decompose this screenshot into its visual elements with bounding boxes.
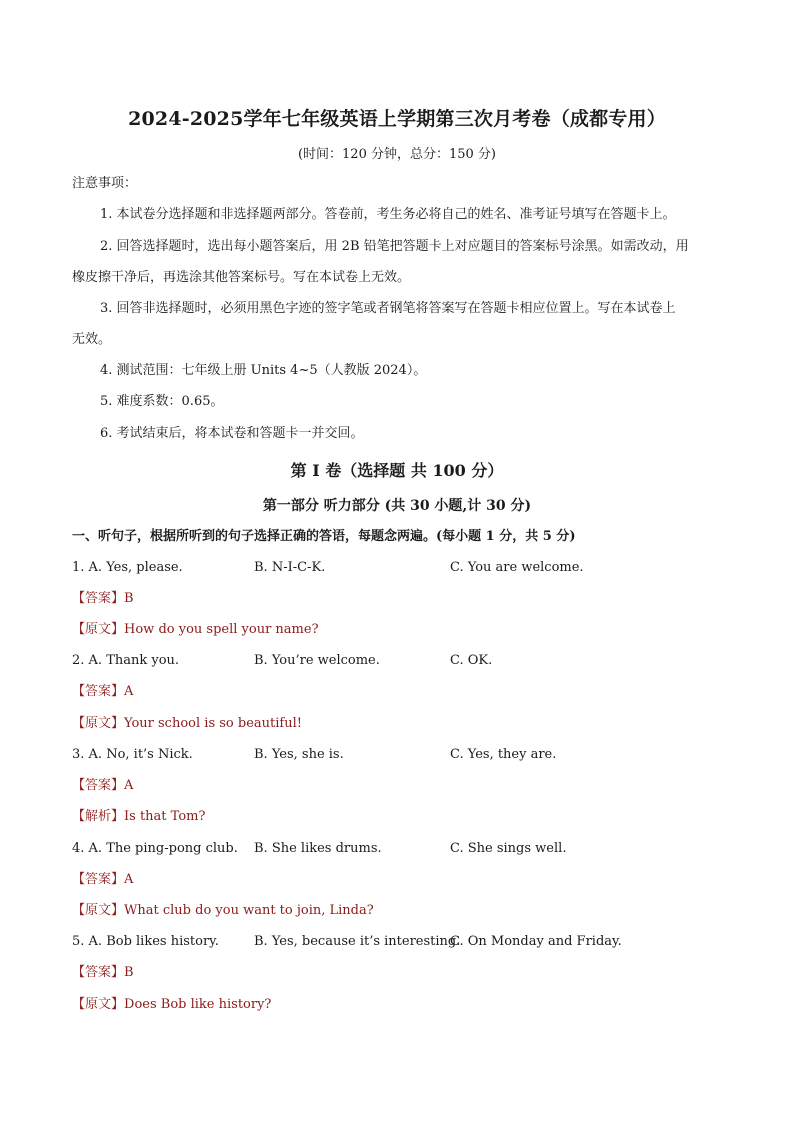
answer-tag: 【答案】 [72, 591, 125, 606]
source-tag: 【原文】 [72, 716, 125, 731]
section-title: 一、听句子，根据所听到的句子选择正确的答语，每题念两遍。(每小题 1 分，共 5 分) [72, 529, 576, 544]
exam-title: 2024-2025学年七年级英语上学期第三次月考卷（成都专用） [128, 108, 666, 130]
option-b: B. She likes drums. [254, 841, 382, 856]
answer-line [72, 963, 134, 983]
note-item: 1. 本试卷分选择题和非选择题两部分。答卷前，考生务必将自己的姓名、准考证号填写在答题卡上。 [100, 207, 676, 222]
exam-subtitle: (时间：120 分钟，总分：150 分) [297, 147, 497, 162]
note-item: 6. 考试结束后，将本试卷和答题卡一并交回。 [100, 426, 364, 441]
source-line [72, 995, 271, 1015]
answer-tag: 【答案】 [72, 684, 125, 699]
option-a: 5. A. Bob likes history. [72, 934, 219, 949]
source-tag: 【原文】 [72, 622, 125, 637]
answer-tag: 【答案】 [72, 872, 125, 887]
option-a: 1. A. Yes, please. [72, 560, 183, 575]
source-text: Does Bob like history? [124, 997, 272, 1012]
option-c: C. Yes, they are. [450, 747, 557, 762]
source-text: How do you spell your name? [124, 622, 319, 637]
volume-title: 第 I 卷（选择题 共 100 分） [290, 461, 504, 480]
option-a: 3. A. No, it’s Nick. [72, 747, 193, 762]
answer-line [72, 870, 133, 890]
note-item: 5. 难度系数：0.65。 [100, 394, 224, 409]
source-line [72, 714, 302, 734]
option-c: C. She sings well. [450, 841, 567, 856]
note-item: 无效。 [72, 332, 112, 347]
answer-value: B [124, 591, 134, 606]
option-c: C. You are welcome. [450, 560, 584, 575]
analysis-tag: 【解析】 [72, 809, 125, 824]
option-a: 2. A. Thank you. [72, 653, 180, 668]
option-b: B. Yes, she is. [254, 747, 344, 762]
answer-line [72, 776, 133, 796]
option-c: C. On Monday and Friday. [450, 934, 622, 949]
option-a: 4. A. The ping-pong club. [72, 841, 238, 856]
option-c: C. OK. [450, 653, 493, 668]
answer-line [72, 682, 133, 702]
source-text: Your school is so beautiful! [124, 716, 302, 731]
note-item: 3. 回答非选择题时，必须用黑色字迹的签字笔或者钢笔将答案写在答题卡相应位置上。写在本试卷上 [100, 301, 676, 316]
answer-value: B [124, 965, 134, 980]
source-line [72, 901, 374, 921]
option-b: B. N-I-C-K. [254, 560, 326, 575]
answer-value: A [124, 872, 134, 887]
answer-tag: 【答案】 [72, 778, 125, 793]
analysis-line [72, 807, 205, 827]
note-item: 4. 测试范围：七年级上册 Units 4~5（人教版 2024）。 [100, 363, 427, 378]
option-b: B. You’re welcome. [254, 653, 380, 668]
option-b: B. Yes, because it’s interesting. [254, 934, 461, 949]
note-item: 橡皮擦干净后，再选涂其他答案标号。写在本试卷上无效。 [72, 270, 411, 285]
source-tag: 【原文】 [72, 997, 125, 1012]
answer-value: A [124, 778, 134, 793]
answer-tag: 【答案】 [72, 965, 125, 980]
notes-heading: 注意事项： [72, 176, 138, 191]
answer-line [72, 589, 134, 609]
analysis-text: Is that Tom? [124, 809, 206, 824]
source-text: What club do you want to join, Linda? [124, 903, 374, 918]
part-title: 第一部分 听力部分 (共 30 小题,计 30 分) [262, 498, 532, 514]
note-item: 2. 回答选择题时，选出每小题答案后，用 2B 铅笔把答题卡上对应题目的答案标号涂黑。如需改动，用 [100, 239, 689, 254]
source-line [72, 620, 319, 640]
answer-value: A [124, 684, 134, 699]
source-tag: 【原文】 [72, 903, 125, 918]
